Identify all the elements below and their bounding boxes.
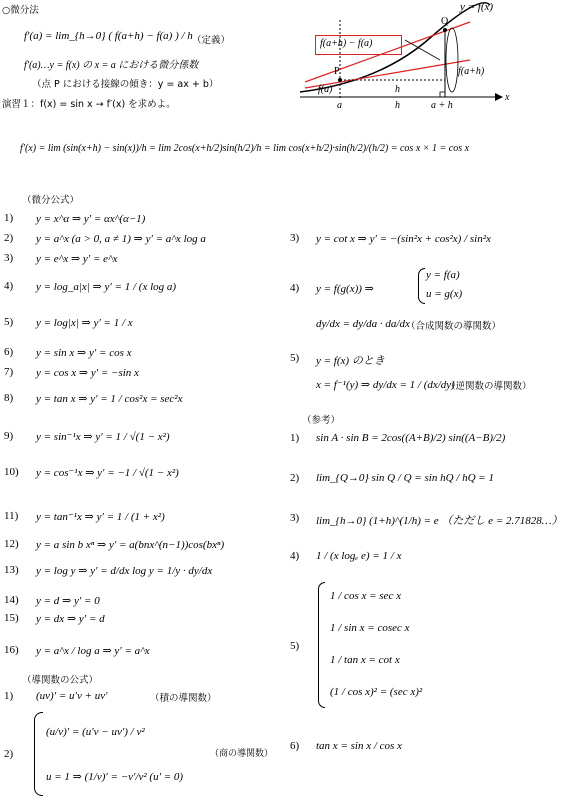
formula-number: 7)	[4, 366, 14, 378]
deriv-item-1-number: 1)	[4, 690, 14, 702]
formula-text: y = tan⁻¹x ⇒ y′ = 1 / (1 + x²)	[36, 511, 165, 523]
formula-number: 11)	[4, 510, 19, 522]
formula-text: y = a^x / log a ⇒ y′ = a^x	[36, 645, 150, 657]
deriv-item-2-number: 2)	[4, 748, 14, 760]
exercise-1: 演習１：f(x) = sin x → f′(x) を求めよ。	[2, 99, 176, 110]
formula-number: 10)	[4, 466, 19, 478]
difference-label: f(a+h) − f(a)	[320, 38, 373, 49]
ref-item-6-formula: tan x = sin x / cos x	[316, 740, 402, 752]
ref-item-3-formula: lim_{h→0} (1+h)^(1/h) = e （ただし e = 2.71828…）	[316, 515, 563, 527]
deriv-item-2-formula-1: (u/v)′ = (u′v − uv′) / v²	[46, 726, 145, 738]
formula-text: y = sin x ⇒ y′ = cos x	[36, 347, 132, 359]
ref-item-5-line-4: (1 / cos x)² = (sec x)²	[330, 686, 423, 698]
point-q-label: Q	[441, 16, 449, 27]
ref-item-3-number: 3)	[290, 512, 300, 524]
formula-number: 3)	[4, 252, 14, 264]
formula-text: y = d ⇒ y′ = 0	[36, 595, 100, 607]
a-label: a	[337, 100, 342, 111]
formula-number: 16)	[4, 644, 19, 656]
formula-text: y = tan x ⇒ y′ = 1 / cos²x = sec²x	[36, 393, 183, 405]
chain-rule-note: （合成関数の導関数）	[406, 321, 502, 332]
formula-number: 2)	[4, 232, 14, 244]
ref-item-4-number: 4)	[290, 550, 300, 562]
formula-text: y = x^α ⇒ y′ = αx^(α−1)	[36, 213, 146, 225]
section-title: ○微分法	[2, 5, 39, 16]
deriv-item-2-formula-2: u = 1 ⇒ (1/v)′ = −v′/v² (u′ = 0)	[46, 771, 184, 783]
a-plus-h-label: a + h	[431, 100, 453, 111]
ref-item-5-bracket	[318, 582, 325, 708]
deriv-item-1-formula: (uv)′ = u′v + uv′	[36, 690, 108, 702]
formula-text: y = sin⁻¹x ⇒ y′ = 1 / √(1 − x²)	[36, 431, 170, 443]
ref-item-1-number: 1)	[290, 432, 300, 444]
right-item-4-brace	[418, 268, 425, 304]
f-a-plus-h-label: f(a+h)	[458, 66, 485, 77]
formula-text: y = a sin b xⁿ ⇒ y′ = a(bnx^(n−1))cos(bxⁿ)	[36, 539, 225, 551]
formula-number: 5)	[4, 316, 14, 328]
ref-item-4-formula: 1 / (x logₑ e) = 1 / x	[316, 550, 402, 562]
right-item-5-number: 5)	[290, 352, 300, 364]
ref-item-1-formula: sin A · sin B = 2cos((A+B)/2) sin((A−B)/2)	[316, 432, 506, 444]
h-axis-label: h	[395, 100, 400, 111]
deriv-item-2-note: （商の導関数）	[210, 749, 274, 759]
formula-number: 15)	[4, 612, 19, 624]
formula-text: y = log|x| ⇒ y′ = 1 / x	[36, 317, 133, 329]
derivative-formulas-heading: （導関数の公式）	[22, 675, 99, 686]
right-item-5-formula: y = f(x) のとき	[316, 355, 385, 367]
definition-line-2: f′(a)…y = f(x) の x = a における微分係数	[24, 60, 199, 71]
ref-item-2-formula: lim_{Q→0} sin Q / Q = sin hQ / hQ = 1	[316, 472, 494, 484]
ref-item-6-number: 6)	[290, 740, 300, 752]
formula-text: y = a^x (a > 0, a ≠ 1) ⇒ y′ = a^x log a	[36, 233, 206, 245]
formula-number: 8)	[4, 392, 14, 404]
right-item-4-number: 4)	[290, 282, 300, 294]
x-axis-label: x	[505, 92, 510, 103]
chain-rule-formula: dy/dx = dy/da · da/dx	[316, 318, 410, 330]
formula-number: 6)	[4, 346, 14, 358]
right-item-4-formula: y = f(g(x)) ⇒	[316, 283, 374, 295]
right-item-4-system-1: y = f(a)	[426, 269, 460, 281]
right-item-3-number: 3)	[290, 232, 300, 244]
differentiation-formulas-heading: （微分公式）	[22, 195, 80, 206]
ref-item-2-number: 2)	[290, 472, 300, 484]
formula-number: 9)	[4, 430, 14, 442]
exercise-solution: f′(x) = lim (sin(x+h) − sin(x))/h = lim 2cos(x+h/2)sin(h/2)/h = lim cos(x+h/2)·sin(h/2)/(h/2) = cos x × 1 = cos x	[20, 143, 470, 154]
ref-item-5-line-1: 1 / cos x = sec x	[330, 590, 401, 602]
h-label: h	[395, 84, 400, 95]
formula-number: 13)	[4, 564, 19, 576]
formula-text: y = log y ⇒ y′ = d/dx log y = 1/y · dy/dx	[36, 565, 213, 577]
deriv-item-2-bracket	[34, 712, 43, 796]
inverse-rule-formula: x = f⁻¹(y) ⇒ dy/dx = 1 / (dx/dy)	[316, 379, 455, 391]
formula-text: y = cos x ⇒ y′ = −sin x	[36, 367, 139, 379]
curve-label: y = f(x)	[460, 1, 494, 13]
formula-text: y = cos⁻¹x ⇒ y′ = −1 / √(1 − x²)	[36, 467, 179, 479]
ref-item-5-line-2: 1 / sin x = cosec x	[330, 622, 410, 634]
inverse-rule-note: （逆関数の導関数）	[446, 381, 532, 392]
formula-number: 12)	[4, 538, 19, 550]
definition-note: （定義）	[192, 35, 231, 46]
deriv-item-1-note: （積の導関数）	[150, 693, 217, 704]
point-p-label: P	[334, 66, 340, 77]
formula-number: 4)	[4, 280, 14, 292]
formula-text: y = dx ⇒ y′ = d	[36, 613, 105, 625]
right-item-4-system-2: u = g(x)	[426, 288, 463, 300]
formula-text: y = e^x ⇒ y′ = e^x	[36, 253, 118, 265]
formula-text: y = log_a|x| ⇒ y′ = 1 / (x log a)	[36, 281, 177, 293]
ref-item-5-number: 5)	[290, 640, 300, 652]
definition-formula: f′(a) = lim_{h→0} ( f(a+h) − f(a) ) / h	[24, 30, 193, 42]
f-a-label: f(a)	[318, 84, 333, 95]
tangent-note: （点 P における接線の傾き：y = ax + b）	[32, 79, 219, 90]
reference-heading: （参考）	[302, 415, 341, 426]
ref-item-5-line-3: 1 / tan x = cot x	[330, 654, 400, 666]
right-item-3-formula: y = cot x ⇒ y′ = −(sin²x + cos²x) / sin²x	[316, 233, 491, 245]
formula-number: 1)	[4, 212, 14, 224]
formula-number: 14)	[4, 594, 19, 606]
